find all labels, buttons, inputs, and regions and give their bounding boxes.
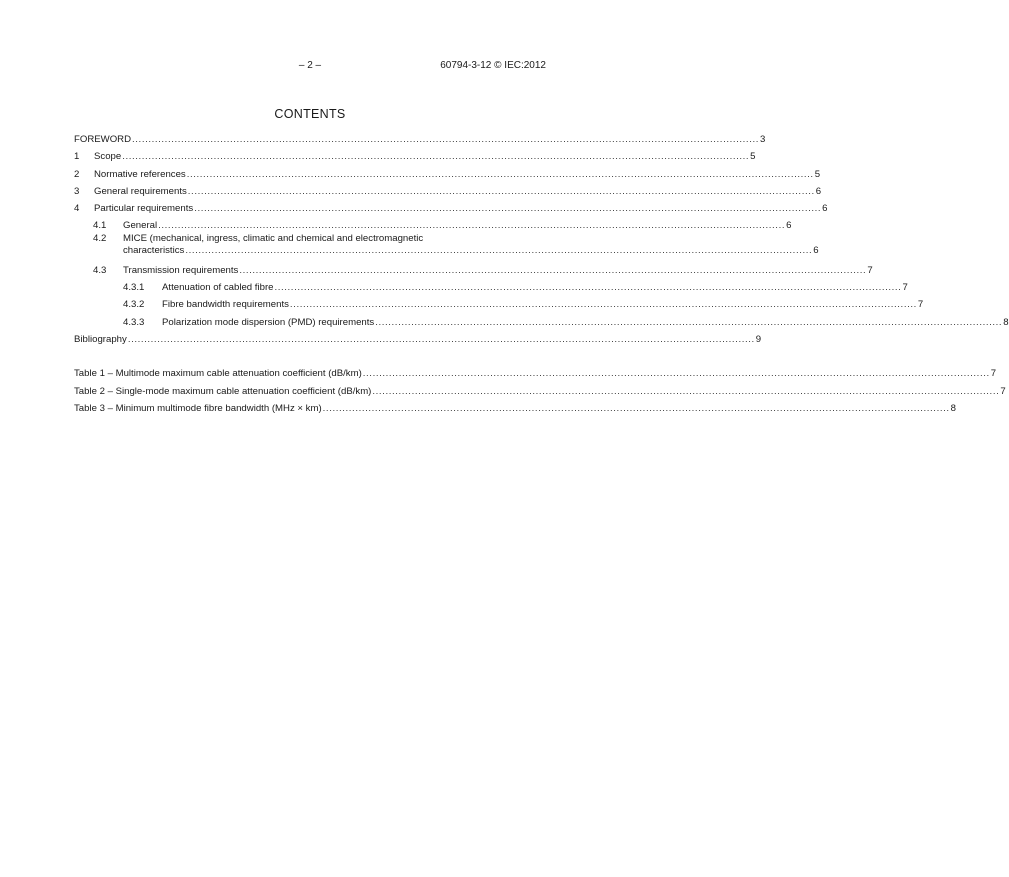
toc-entry-title: Attenuation of cabled fibre (162, 279, 274, 296)
dot-leader: ................................................................................................................................................................................................ (372, 385, 1000, 397)
dot-leader: ................................................................................................................................................................................................ (127, 333, 755, 345)
dot-leader: ................................................................................................................................................................................................ (132, 134, 759, 145)
table-entry-page: 7 (1000, 385, 1006, 397)
toc-entry-title-line1: MICE (mechanical, ingress, climatic and chemical and electromagnetic (123, 232, 424, 244)
dot-leader: ................................................................................................................................................................................................ (362, 368, 990, 380)
page-number: – 2 – (298, 60, 322, 71)
toc-entry-number: 4.3 (93, 264, 107, 276)
table-list-entry-3[interactable] (74, 400, 956, 417)
toc-entry-title: General requirements (94, 183, 188, 200)
table-entry-page: 7 (990, 368, 997, 380)
dot-leader: ................................................................................................................................................................................................ (122, 151, 750, 163)
toc-entry-page: 6 (822, 203, 828, 215)
toc-entry-title: FOREWORD (74, 131, 132, 148)
toc-entry-page: 7 (902, 282, 908, 294)
contents-title: CONTENTS (274, 107, 346, 121)
table-list-entry-2[interactable] (74, 383, 1006, 400)
toc-entry-page: 6 (815, 185, 822, 197)
toc-entry-page: 8 (1003, 316, 1009, 328)
dot-leader: ................................................................................................................................................................................................ (239, 264, 867, 276)
toc-entry-number: 4.3.2 (123, 299, 145, 311)
toc-entry-number: 4.1 (93, 220, 107, 232)
toc-entry-page: 7 (917, 299, 924, 311)
toc-entry-number: 4.2 (93, 232, 107, 244)
dot-leader: ................................................................................................................................................................................................ (158, 220, 786, 232)
toc-entry-number: 4 (74, 203, 80, 215)
dot-leader: ................................................................................................................................................................................................ (322, 402, 950, 414)
table-list-entry-1[interactable] (74, 365, 997, 382)
dot-leader: ................................................................................................................................................................................................ (289, 299, 917, 311)
toc-entry-title: Transmission requirements (123, 262, 239, 279)
toc-entry-normative-references[interactable] (74, 166, 821, 183)
dot-leader: ................................................................................................................................................................................................ (186, 168, 814, 180)
toc-entry-page: 5 (750, 151, 756, 163)
toc-entry-page: 7 (867, 264, 873, 276)
toc-entry-number: 1 (74, 151, 80, 163)
toc-entry-bibliography[interactable] (74, 331, 762, 348)
toc-entry-page: 9 (755, 333, 762, 345)
dot-leader: ................................................................................................................................................................................................ (274, 282, 902, 294)
toc-entry-4-3-3-pmd[interactable] (74, 314, 1009, 331)
toc-entry-title: General (123, 217, 158, 234)
document-reference: 60794-3-12 © IEC:2012 (440, 60, 546, 71)
toc-entry-number: 2 (74, 168, 80, 180)
toc-entry-particular-requirements[interactable] (74, 200, 828, 217)
toc-entry-title: Normative references (94, 166, 187, 183)
toc-entry-scope[interactable] (74, 148, 756, 165)
spacer (74, 348, 546, 365)
toc-entry-number: 3 (74, 185, 80, 197)
toc-entry-title: Scope (94, 148, 122, 165)
dot-leader: ................................................................................................................................................................................................ (194, 203, 822, 215)
toc-entry-page: 5 (814, 168, 821, 180)
dot-leader: ................................................................................................................................................................................................ (185, 244, 813, 256)
toc-entry-4-3-transmission-requirements[interactable] (74, 262, 873, 279)
toc-entry-number: 4.3.1 (123, 282, 145, 294)
toc-entry-title: Particular requirements (94, 200, 194, 217)
toc-entry-general-requirements[interactable] (74, 183, 822, 200)
toc-entry-title: characteristics (123, 244, 185, 256)
toc-entry-title: Fibre bandwidth requirements (162, 296, 290, 313)
toc-entry-4-3-2-fibre-bandwidth[interactable] (74, 296, 924, 313)
dot-leader: ................................................................................................................................................................................................ (375, 316, 1003, 328)
table-entry-title: Table 2 – Single-mode maximum cable attenuation coefficient (dB/km) (74, 383, 372, 400)
dot-leader: ................................................................................................................................................................................................ (187, 185, 815, 197)
toc-entry-title: Polarization mode dispersion (PMD) requirements (162, 314, 375, 331)
toc-entry-page: 6 (786, 220, 792, 232)
table-of-contents (74, 131, 1009, 417)
toc-entry-4-2-mice[interactable] (74, 232, 819, 262)
toc-entry-page: 3 (760, 134, 766, 145)
table-entry-title: Table 3 – Minimum multimode fibre bandwidth (MHz × km) (74, 400, 323, 417)
table-entry-page: 8 (950, 402, 956, 414)
toc-entry-4-3-1-attenuation[interactable] (74, 279, 908, 296)
table-entry-title: Table 1 – Multimode maximum cable attenuation coefficient (dB/km) (74, 365, 363, 382)
toc-entry-title: Bibliography (74, 331, 128, 348)
toc-entry-page: 6 (813, 244, 819, 256)
toc-entry-number: 4.3.3 (123, 316, 145, 328)
toc-entry-foreword[interactable] (74, 131, 766, 148)
